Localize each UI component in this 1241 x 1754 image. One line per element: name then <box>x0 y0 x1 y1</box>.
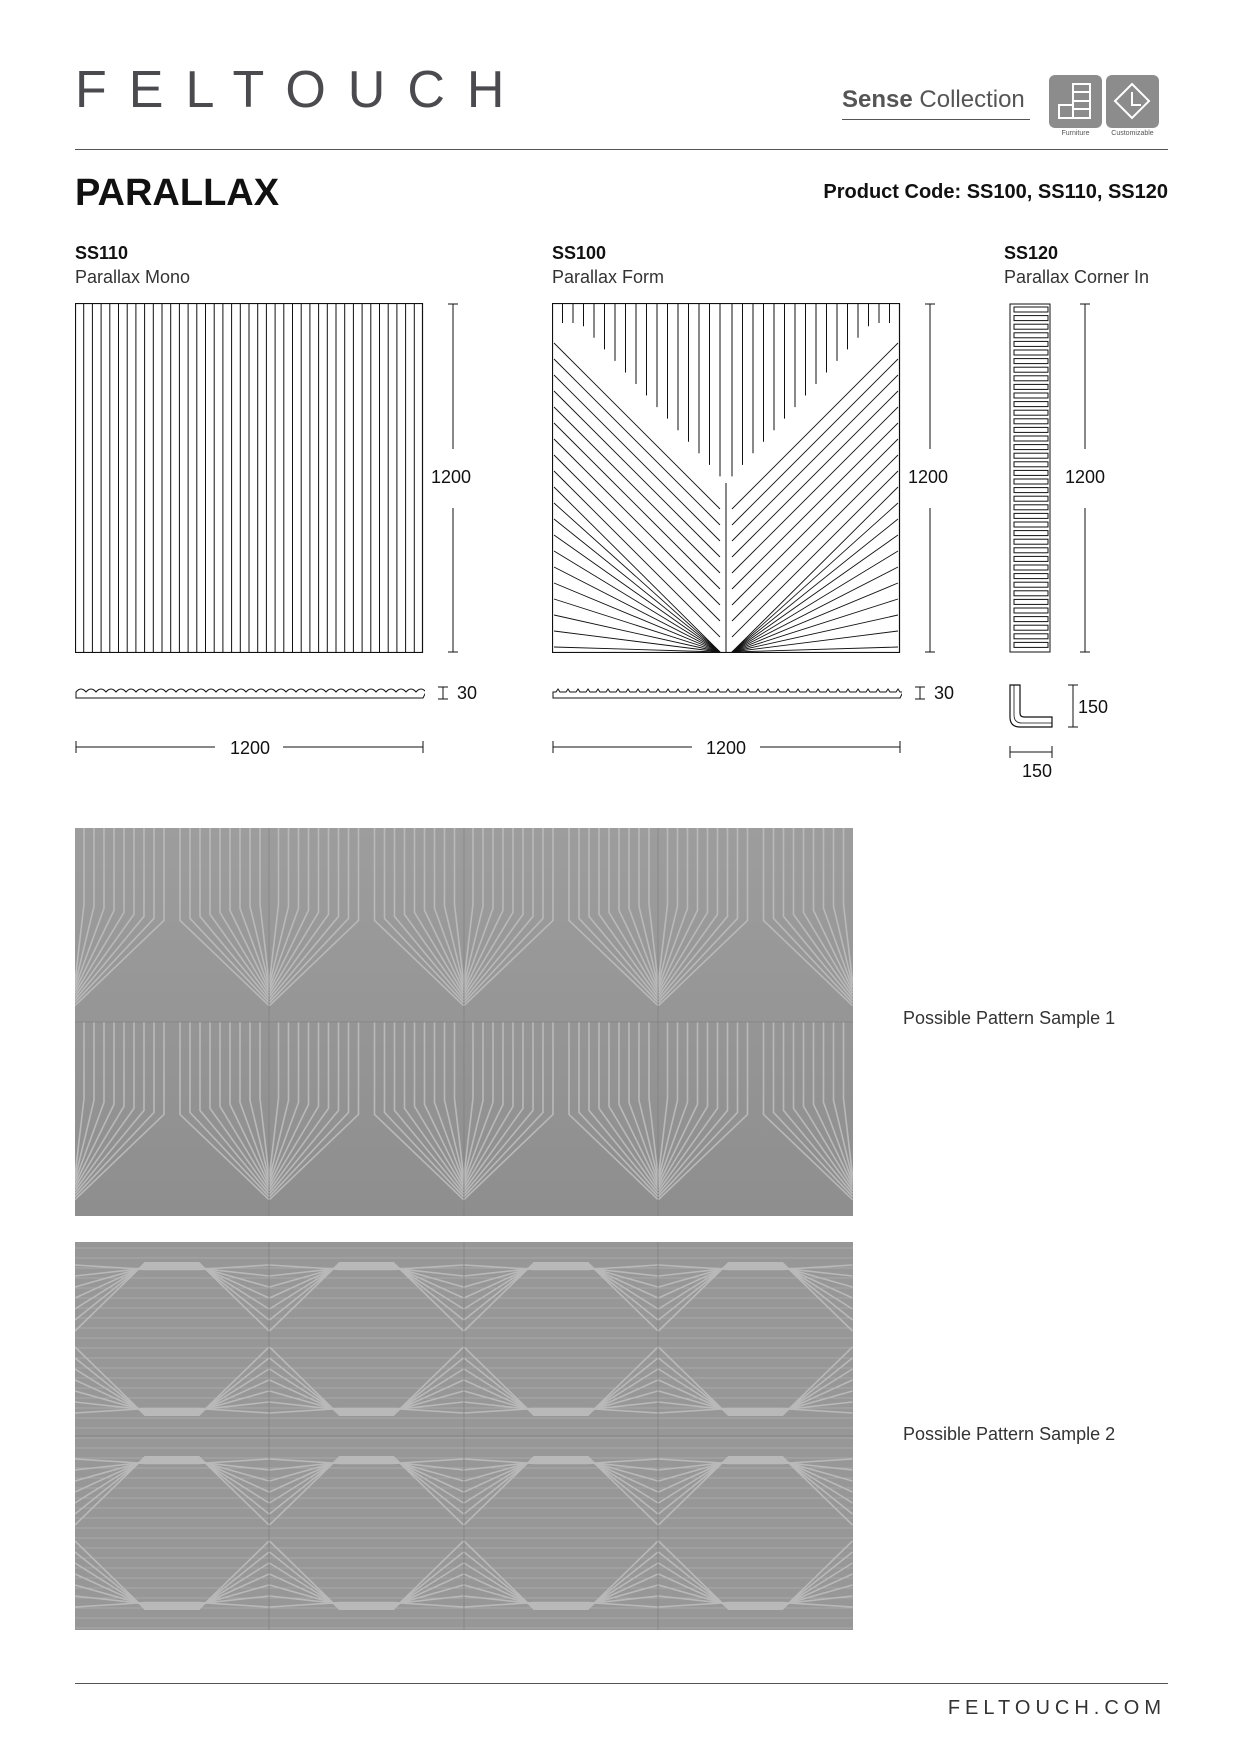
customizable-icon <box>1106 75 1159 128</box>
width-value-ss120: 150 <box>1022 761 1053 781</box>
corner-rib <box>1014 591 1048 596</box>
furniture-caption: Furniture <box>1061 130 1090 137</box>
corner-rib <box>1014 531 1048 536</box>
corner-rib <box>1014 453 1048 458</box>
corner-rib <box>1014 488 1048 493</box>
depth-dimension-ss110 <box>437 686 449 700</box>
corner-rib <box>1014 470 1048 475</box>
height-value-ss120: 1200 <box>1065 467 1106 487</box>
depth-value-ss120: 150 <box>1078 697 1109 717</box>
pattern-sample-2-label: Possible Pattern Sample 2 <box>903 1424 1116 1444</box>
collection-underline <box>842 119 1030 120</box>
width-value-ss100: 1200 <box>706 738 747 758</box>
depth-value-ss110: 30 <box>457 683 478 703</box>
furniture-icon <box>1049 75 1102 128</box>
header-divider <box>75 149 1168 150</box>
corner-rib <box>1014 359 1048 364</box>
corner-rib <box>1014 445 1048 450</box>
corner-rib <box>1014 462 1048 467</box>
corner-rib <box>1014 427 1048 432</box>
corner-rib <box>1014 522 1048 527</box>
pattern-sample-1-image <box>75 828 853 1216</box>
height-value-ss110: 1200 <box>431 467 472 487</box>
corner-rib <box>1014 599 1048 604</box>
panel-ss100-front-drawing <box>552 303 902 653</box>
corner-rib <box>1014 617 1048 622</box>
corner-rib <box>1014 341 1048 346</box>
collection-suffix: Collection <box>912 86 1025 113</box>
corner-rib <box>1014 316 1048 321</box>
corner-rib <box>1014 608 1048 613</box>
corner-rib <box>1014 384 1048 389</box>
corner-rib <box>1014 393 1048 398</box>
corner-rib <box>1014 565 1048 570</box>
corner-rib <box>1014 376 1048 381</box>
corner-rib <box>1014 582 1048 587</box>
panel-ss110-profile-drawing <box>75 684 425 700</box>
width-dimension-ss120 <box>1008 746 1054 758</box>
corner-rib <box>1014 419 1048 424</box>
corner-rib <box>1014 333 1048 338</box>
product-code: Product Code: SS100, SS110, SS120 <box>823 181 1168 203</box>
corner-rib <box>1014 634 1048 639</box>
corner-rib <box>1014 479 1048 484</box>
width-value-ss110: 1200 <box>230 738 271 758</box>
brand-logo: FELTOUCH <box>75 61 527 119</box>
panel-code-ss110: SS110 <box>75 243 129 263</box>
corner-rib <box>1014 642 1048 647</box>
height-value-ss100: 1200 <box>908 467 949 487</box>
corner-rib <box>1014 539 1048 544</box>
panel-ss120-profile-drawing <box>1008 683 1054 729</box>
corner-rib <box>1014 410 1048 415</box>
corner-rib <box>1014 505 1048 510</box>
panel-code-ss100: SS100 <box>552 243 607 263</box>
depth-value-ss100: 30 <box>934 683 955 703</box>
corner-rib <box>1014 574 1048 579</box>
page-title: PARALLAX <box>75 172 280 214</box>
panel-name-ss100: Parallax Form <box>552 267 665 287</box>
corner-rib <box>1014 513 1048 518</box>
collection-name: Sense <box>842 86 913 113</box>
panel-name-ss110: Parallax Mono <box>75 267 191 287</box>
corner-rib <box>1014 496 1048 501</box>
corner-rib <box>1014 556 1048 561</box>
panel-ss100-profile-drawing <box>552 686 902 700</box>
corner-rib <box>1014 402 1048 407</box>
footer-website: FELTOUCH.COM <box>947 1697 1166 1719</box>
pattern-sample-1-label: Possible Pattern Sample 1 <box>903 1008 1116 1028</box>
corner-rib <box>1014 367 1048 372</box>
footer-divider <box>75 1683 1168 1684</box>
panel-name-ss120: Parallax Corner In <box>1004 267 1150 287</box>
panel-code-ss120: SS120 <box>1004 243 1059 263</box>
corner-rib <box>1014 625 1048 630</box>
customizable-caption: Customizable <box>1111 130 1154 137</box>
panel-ss120-front-drawing <box>1008 303 1054 653</box>
corner-rib <box>1014 548 1048 553</box>
corner-rib <box>1014 324 1048 329</box>
corner-rib <box>1014 307 1048 312</box>
panel-ss110-front-drawing <box>75 303 425 653</box>
collection-label <box>842 88 1025 112</box>
corner-rib <box>1014 350 1048 355</box>
pattern-sample-2-image <box>75 1242 853 1630</box>
corner-rib <box>1014 436 1048 441</box>
depth-dimension-ss100 <box>914 686 926 700</box>
